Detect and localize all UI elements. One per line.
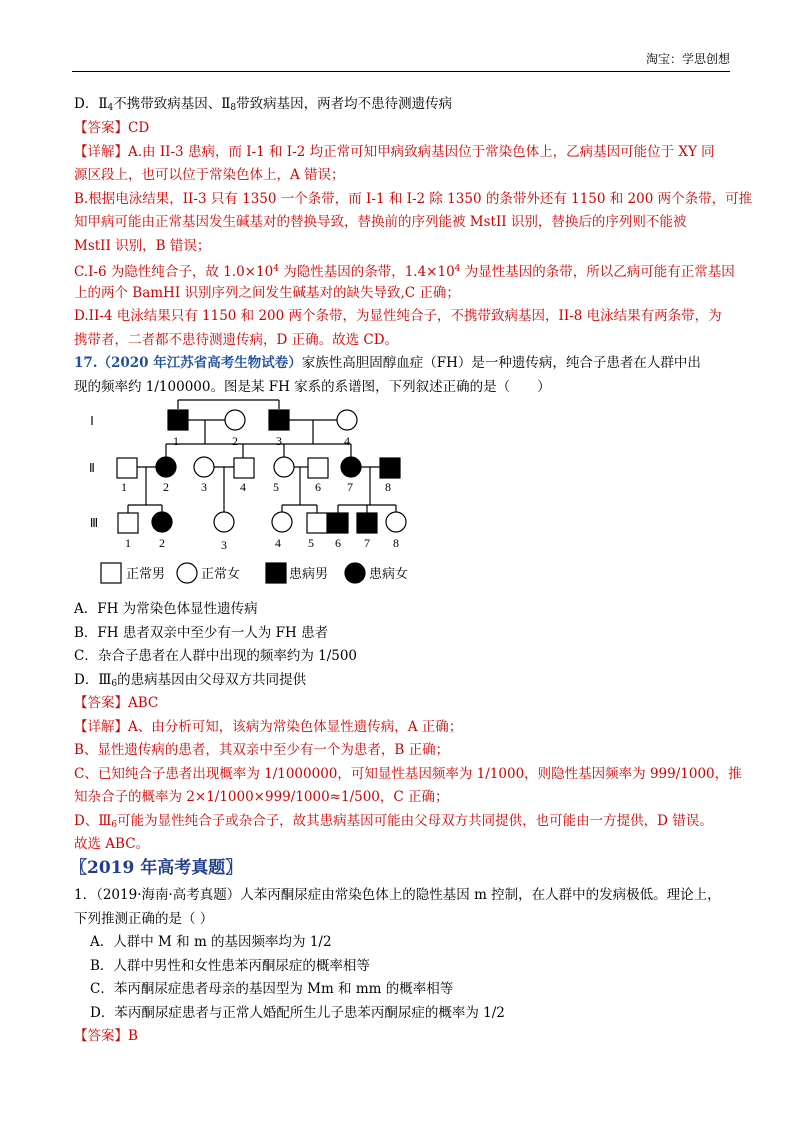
svg-text:4: 4: [275, 536, 281, 550]
q17-explanation-line: 故选 ABC。: [74, 836, 150, 852]
pedigree-II1-normal-male: [117, 458, 137, 478]
pedigree-diagram: [0, 395, 800, 595]
pedigree-II2-affected-female: [156, 457, 176, 477]
legend-normal-female-icon: [177, 563, 197, 583]
pedigree-III6-affected-male: [328, 513, 348, 533]
q16-explanation-d1: D.II-4 电泳结果只有 1150 和 200 两个条带，为显性纯合子，不携带致病基因，II-8 电泳结果有两条带，为: [74, 308, 722, 324]
pedigree-III2-affected-female: [152, 512, 172, 532]
pedigree-II8-affected-male: [380, 458, 400, 478]
q1-option-a: A．人群中 M 和 m 的基因频率均为 1/2: [90, 934, 332, 950]
svg-text:3: 3: [201, 480, 207, 494]
pedigree-II5-normal-female: [274, 457, 294, 477]
svg-text:7: 7: [364, 536, 370, 550]
svg-text:7: 7: [347, 480, 353, 494]
svg-text:3: 3: [276, 434, 282, 448]
q16-explanation-line: B.根据电泳结果，II-3 只有 1350 一个条带，而 I-1 和 I-2 除 1350 的条带外还有 1150 和 200 两个条带，可推: [74, 191, 753, 207]
q16-explanation-line: 【详解】A.由 II-3 患病，而 I-1 和 I-2 均正常可知甲病致病基因位于常染色体上，乙病基因可能位于 XY 同: [74, 144, 715, 160]
legend-label: 正常男: [126, 566, 166, 581]
q16-explanation-d2: 携带者，二者都不患待测遗传病，D 正确。故选 CD。: [74, 332, 399, 348]
q17-stem-1: 17.（2020 年江苏省高考生物试卷）家族性高胆固醇血症（FH）是一种遗传病，纯合子患者在人群中出: [74, 355, 701, 371]
svg-text:5: 5: [308, 536, 314, 550]
q17-stem-2: 现的频率约 1/100000。图是某 FH 家系的系谱图，下列叙述正确的是（ ）: [74, 379, 551, 395]
q16-option-d: D．$Ⅱ_4$不携带致病基因、$Ⅱ_8$带致病基因，两者均不患待测遗传病: [74, 96, 453, 113]
svg-text:2: 2: [159, 536, 165, 550]
q1-option-d: D．苯丙酮尿症患者与正常人婚配所生儿子患苯丙酮尿症的概率为 1/2: [90, 1005, 505, 1021]
svg-text:1: 1: [125, 536, 131, 550]
pedigree-I3-affected-male: [269, 410, 289, 430]
legend-label: 正常女: [201, 566, 241, 581]
legend-label: 患病女: [369, 566, 409, 581]
generation-label: Ⅲ: [89, 516, 99, 530]
q1-stem-1: 1．（2019·海南·高考真题）人苯丙酮尿症由常染色体上的隐性基因 m 控制，在人群中的发病极低。理论上，: [74, 887, 721, 903]
pedigree-III8-normal-female: [386, 512, 406, 532]
pedigree-III3-normal-female: [214, 512, 234, 532]
header-rule: [72, 71, 730, 72]
legend-label: 患病男: [289, 566, 329, 581]
pedigree-III7-affected-male: [357, 513, 377, 533]
pedigree-I4-normal-female: [337, 410, 357, 430]
q16-explanation-c2: 上的两个 BamHI 识别序列之间发生碱基对的缺失导致,C 正确；: [74, 285, 460, 301]
generation-label: Ⅱ: [89, 461, 95, 475]
pedigree-III5-normal-male: [307, 513, 327, 533]
q16-explanation-c1: C.I-6 为隐性纯合子，故 $1.0\times 10^4$ 为隐性基因的条带，$1.4\times 10^4$ 为显性基因的条带，所以乙病可能有正常基因: [74, 264, 735, 280]
svg-text:1: 1: [173, 434, 179, 448]
q16-answer: 【答案】CD: [74, 120, 150, 136]
q16-explanation-line: 知甲病可能由正常基因发生碱基对的替换导致，替换前的序列能被 MstII 识别，替换后的序列则不能被: [74, 214, 687, 230]
q1-option-c: C．苯丙酮尿症患者母亲的基因型为 Mm 和 mm 的概率相等: [90, 981, 454, 997]
svg-text:3: 3: [221, 538, 227, 552]
legend-normal-male-icon: [101, 563, 121, 583]
pedigree-III4-normal-female: [272, 512, 292, 532]
svg-text:8: 8: [393, 536, 399, 550]
svg-text:4: 4: [240, 480, 246, 494]
svg-text:1: 1: [121, 480, 127, 494]
pedigree-II7-affected-female: [341, 457, 361, 477]
legend-affected-female-icon: [345, 563, 365, 583]
legend-affected-male-icon: [266, 563, 286, 583]
header-text: 淘宝：学思创想: [645, 52, 730, 66]
q16-explanation-line: 源区段上，也可以位于常染色体上，A 错误；: [74, 167, 345, 183]
generation-label: Ⅰ: [90, 414, 94, 428]
svg-text:8: 8: [385, 480, 391, 494]
q17-option-c: C．杂合子患者在人群中出现的频率约为 1/500: [74, 648, 358, 664]
q17-answer: 【答案】ABC: [74, 695, 159, 711]
svg-text:4: 4: [344, 434, 350, 448]
svg-text:2: 2: [163, 480, 169, 494]
pedigree-II4-normal-male: [234, 458, 254, 478]
q1-answer: 【答案】B: [74, 1028, 138, 1044]
section-heading: 〖2019 年高考真题〗: [70, 858, 243, 878]
pedigree-II6-normal-male: [308, 458, 328, 478]
q17-explanation-line: C、已知纯合子患者出现概率为 1/1000000，可知显性基因频率为 1/1000，则隐性基因频率为 999/1000，推: [74, 766, 742, 782]
q17-explanation-line: 知杂合子的概率为 2×1/1000×999/1000≈1/500，C 正确；: [74, 789, 449, 805]
q17-option-a: A．FH 为常染色体显性遗传病: [74, 601, 258, 617]
q17-option-b: B．FH 患者双亲中至少有一人为 FH 患者: [74, 625, 329, 641]
pedigree-III1-normal-male: [118, 513, 138, 533]
q1-stem-2: 下列推测正确的是（ ）: [74, 911, 214, 927]
q17-option-d: D．$Ⅲ_6$的患病基因由父母双方共同提供: [74, 672, 307, 689]
pedigree-I1-affected-male: [168, 410, 188, 430]
svg-text:6: 6: [315, 480, 321, 494]
q1-option-b: B．人群中男性和女性患苯丙酮尿症的概率相等: [90, 958, 370, 974]
svg-text:2: 2: [232, 434, 238, 448]
pedigree-II3-normal-female: [194, 457, 214, 477]
svg-text:6: 6: [335, 536, 341, 550]
q16-explanation-line: MstII 识别，B 错误；: [74, 238, 211, 254]
svg-text:5: 5: [273, 480, 279, 494]
q17-explanation-line: 【详解】A、由分析可知，该病为常染色体显性遗传病，A 正确；: [74, 719, 463, 735]
q17-explanation-line: D、$Ⅲ_6$可能为显性纯合子或杂合子，故其患病基因可能由父母双方共同提供，也可能由一方提供，D 错误。: [74, 813, 713, 830]
q17-explanation-line: B、显性遗传病的患者，其双亲中至少有一个为患者，B 正确；: [74, 742, 450, 758]
pedigree-I2-normal-female: [225, 410, 245, 430]
